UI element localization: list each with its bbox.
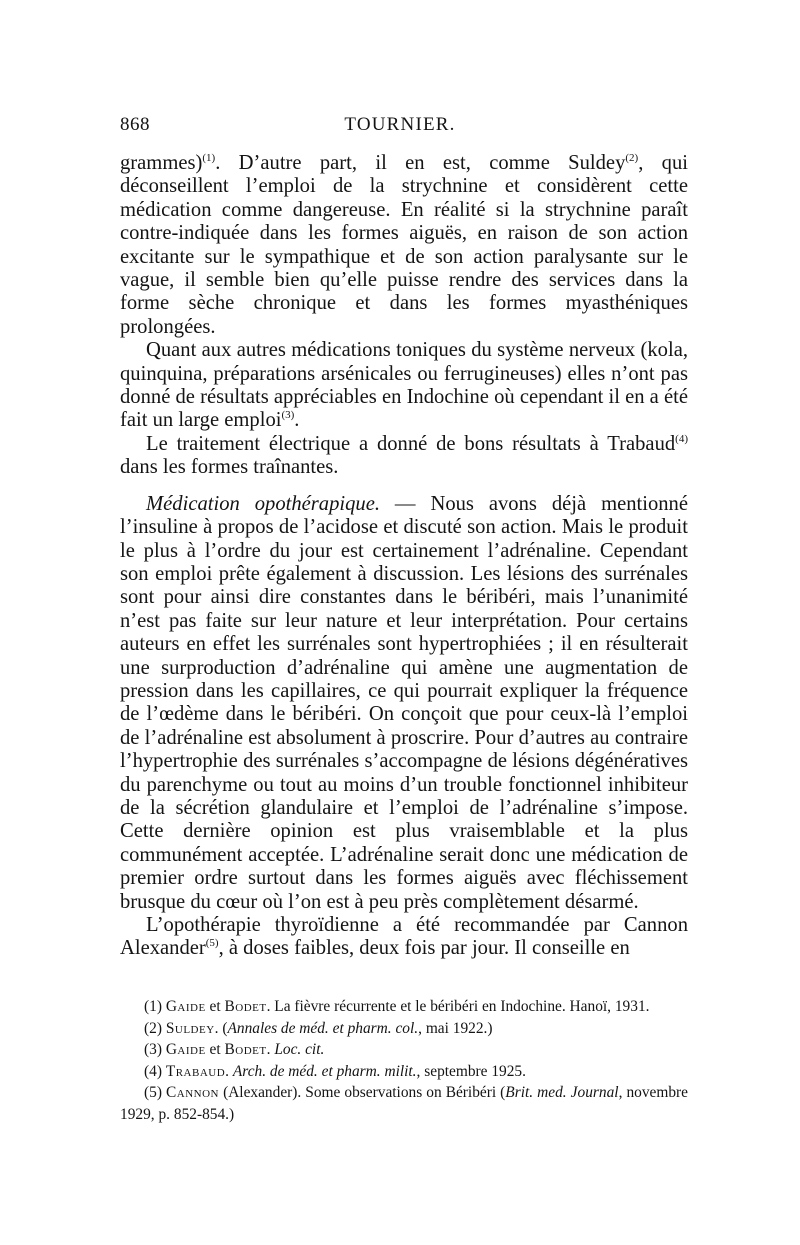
running-header bbox=[120, 114, 680, 144]
text-run: , novembre 1929, p. 852-854.) bbox=[120, 1084, 688, 1123]
footnote-number: (1) bbox=[144, 998, 162, 1015]
footnote-number: (3) bbox=[144, 1041, 162, 1059]
footnote bbox=[120, 1061, 688, 1083]
text-run: . ( bbox=[214, 1019, 228, 1037]
paragraph bbox=[120, 152, 688, 339]
footnote bbox=[120, 1082, 688, 1125]
footnote-author: Trabaud bbox=[165, 1062, 226, 1080]
paragraph bbox=[120, 339, 688, 433]
paragraph bbox=[120, 433, 688, 480]
text-run: et bbox=[205, 998, 225, 1015]
footnote bbox=[120, 1039, 688, 1061]
footnote-source: Brit. med. Journal bbox=[505, 1084, 619, 1102]
footnote-ref: (3) bbox=[281, 409, 295, 422]
footnote-number: (4) bbox=[144, 1062, 162, 1080]
footnote-source: Arch. de méd. et pharm. milit. bbox=[232, 1062, 417, 1080]
text-run: . bbox=[225, 1062, 233, 1080]
footnote-author: Bodet bbox=[224, 998, 267, 1015]
footnote-ref: (4) bbox=[675, 433, 688, 446]
footnote-ref: (1) bbox=[202, 152, 216, 165]
footnote-ref: (2) bbox=[625, 152, 639, 165]
footnote-ref: (5) bbox=[205, 937, 219, 950]
text-run: L’opothérapie thyroïdienne a été recommandée par Cannon Alexander bbox=[120, 914, 688, 960]
footnote-source: Loc. cit. bbox=[274, 1041, 325, 1059]
text-run: grammes) bbox=[120, 152, 203, 174]
text-run: Le traitement électrique a donné de bons résultats à Trabaud bbox=[146, 432, 676, 455]
paragraph bbox=[120, 493, 688, 914]
paragraph bbox=[120, 914, 688, 961]
footnote-author: Bodet bbox=[224, 1041, 267, 1059]
text-run: . D’autre part, il en est, comme Suldey bbox=[215, 152, 626, 174]
text-run: Quant aux autres médications toniques du système nerveux (kola, quinquina, préparations arsénicales ou ferrugineuses) elles n’ont pas donné de résultats appréciables en Indochine où cependant il en a été fait un large emploi bbox=[120, 339, 688, 432]
text-run: — Nous avons déjà mentionné l’insuline à propos de l’acidose et discuté son action. Mais le produit le plus à l’ordre du jour est certainement l’adrénaline. Cependant son emploi prête également à discussion. Les lésions des surrénales sont pour ainsi dire constantes dans le béribéri, mais l’unanimité n’est pas faite sur leur nature et leur interprétation. Pour certains auteurs en effet les surrénales sont hypertrophiées ; il en résulterait une surproduction d’adrénaline qui amène une augmentation de pression dans les capillaires, ce qui pourrait expliquer la fréquence de l’œdème dans le béribéri. On conçoit que pour ceux-là l’emploi de l’adrénaline est absolument à proscrire. Pour d’autres au contraire l’hypertrophie des surrénales s’accompagne de lésions dégénératives du parenchyme ou tout au moins d’un trouble fonctionnel inhibiteur de la sécrétion glandulaire et l’emploi de l’adrénaline s’impose. Cette dernière opinion est plus vraisemblable et la plus communément acceptée. L’adrénaline serait donc une médication de premier ordre surtout dans les formes aiguës avec fléchissement brusque du cœur où l’on est à peu près complètement désarmé. bbox=[120, 492, 688, 913]
text-run: , à doses faibles, deux fois par jour. Il conseille en bbox=[218, 937, 630, 960]
running-title: TOURNIER. bbox=[344, 114, 456, 135]
text-run: . La fièvre récurrente et le béribéri en Indochine. Hanoï, 1931. bbox=[266, 998, 650, 1015]
page-number: 868 bbox=[120, 114, 150, 135]
footnote-author: Gaide bbox=[165, 998, 206, 1015]
footnote-number: (5) bbox=[144, 1084, 162, 1102]
text-run: et bbox=[205, 1041, 225, 1059]
text-run: , mai 1922.) bbox=[418, 1019, 493, 1037]
footnote-author: Cannon bbox=[166, 1084, 220, 1102]
text-run: , qui déconseillent l’emploi de la strychnine et considèrent cette médication comme dangereuse. En réalité si la strychnine paraît contre-indiquée dans les formes aiguës, en raison de son action excitante sur le sympathique et de son action paralysante sur le vague, il semble bien qu’elle puisse rendre des services dans la forme sèche chronique et dans les formes myasthéniques prolongées. bbox=[120, 152, 688, 338]
footnote-author: Gaide bbox=[165, 1041, 206, 1059]
text-run: . bbox=[266, 1041, 275, 1059]
footnote-number: (2) bbox=[144, 1019, 162, 1037]
text-run: , septembre 1925. bbox=[416, 1062, 526, 1080]
footnotes bbox=[120, 996, 688, 1126]
footnote bbox=[120, 1018, 688, 1040]
text-run: (Alexander). Some observations on Béribéri ( bbox=[219, 1084, 506, 1102]
body-text bbox=[120, 152, 688, 961]
text-run: . bbox=[294, 409, 300, 432]
footnote-author: Suldey bbox=[165, 1019, 215, 1037]
footnote-source: Annales de méd. et pharm. col. bbox=[227, 1019, 419, 1037]
section-heading: Médication opothérapique. bbox=[146, 492, 380, 515]
footnote bbox=[120, 996, 688, 1018]
text-run: dans les formes traînantes. bbox=[120, 456, 339, 479]
